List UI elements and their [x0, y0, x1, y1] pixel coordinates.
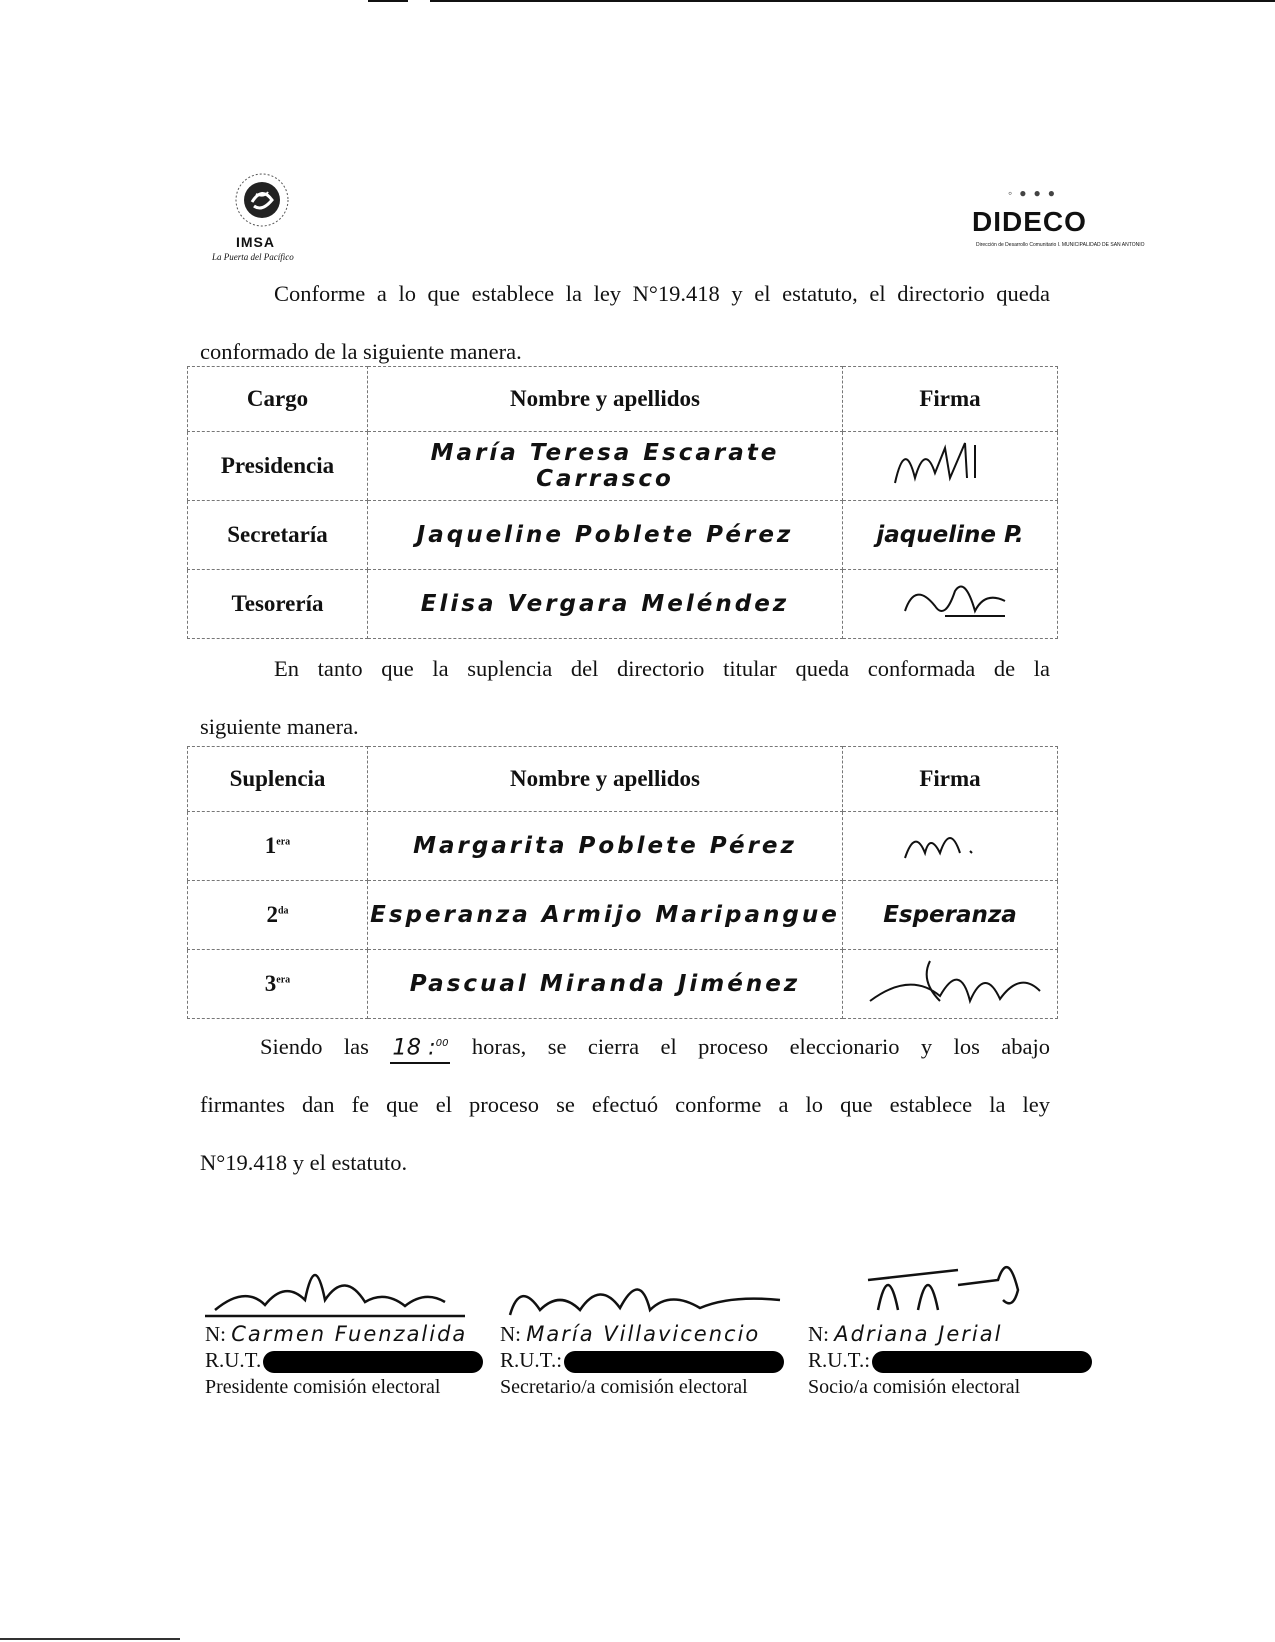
signatory-name: Carmen Fuenzalida — [231, 1322, 468, 1346]
name-cell: Pascual Miranda Jiménez — [368, 950, 843, 1019]
top-dash-rule — [368, 0, 408, 2]
signature-cell — [843, 570, 1058, 639]
redaction-bar — [564, 1351, 784, 1373]
signature-scrawl — [875, 571, 1025, 631]
minutes-value: 00 — [435, 1037, 449, 1049]
bottom-rule — [0, 1638, 180, 1640]
dideco-logo — [968, 186, 1145, 266]
closing-line-1 — [200, 1018, 1050, 1076]
ordinal-number: 1 — [264, 833, 277, 858]
table-row — [188, 570, 1058, 639]
imsa-tagline: La Puerta del Pacífico — [212, 252, 294, 262]
rut-row — [808, 1348, 1092, 1373]
ordinal-suffix: era — [276, 836, 291, 848]
table-header-row — [188, 747, 1058, 812]
signature-cell — [843, 950, 1058, 1019]
role-caption: Socio/a comisión electoral — [808, 1376, 1021, 1398]
suplencia-table — [187, 746, 1058, 1019]
suplencia-line-1: En tanto que la suplencia del directorio titular queda conformada de la — [274, 656, 1050, 681]
titular-table — [187, 366, 1058, 639]
n-label: N: — [205, 1322, 226, 1346]
closing-pre: Siendo las — [260, 1034, 369, 1059]
top-rule — [430, 0, 1275, 2]
cargo-cell: Presidencia — [188, 432, 368, 501]
intro-line-2: conformado de la siguiente manera. — [200, 339, 522, 364]
name-cell: Elisa Vergara Meléndez — [368, 570, 843, 639]
closing-hour — [390, 1029, 450, 1065]
imsa-wordmark: IMSA — [236, 234, 275, 250]
ordinal-suffix: da — [277, 905, 289, 917]
n-label: N: — [500, 1322, 521, 1346]
dots-icon: ◦ ● ● ● — [1008, 186, 1057, 200]
cargo-cell: Secretaría — [188, 501, 368, 570]
signatory-socio — [808, 1240, 1108, 1400]
name-row — [500, 1322, 760, 1347]
rut-row — [205, 1348, 483, 1373]
table-row — [188, 501, 1058, 570]
ordinal-suffix: era — [276, 974, 291, 986]
signature-scrawl — [808, 1240, 1108, 1320]
suplencia-paragraph — [200, 640, 1050, 756]
name-row — [808, 1322, 1002, 1347]
redaction-bar — [263, 1351, 483, 1373]
n-label: N: — [808, 1322, 829, 1346]
closing-line-2: firmantes dan fe que el proceso se efectuó conforme a lo que establece la ley — [200, 1092, 1050, 1117]
intro-line-1: Conforme a lo que establece la ley N°19.418 y el estatuto, el directorio queda — [274, 281, 1050, 306]
role-caption: Secretario/a comisión electoral — [500, 1376, 748, 1398]
table-row — [188, 881, 1058, 950]
signatory-secretario — [500, 1240, 800, 1400]
ordinal-number: 2 — [266, 902, 278, 927]
imsa-seal-icon — [234, 172, 290, 228]
name-cell: María Teresa Escarate Carrasco — [368, 432, 843, 501]
intro-paragraph — [200, 265, 1050, 381]
suplencia-number-cell — [188, 881, 368, 950]
signature-scrawl — [875, 813, 1025, 873]
header-firma: Firma — [843, 367, 1058, 432]
signatory-presidente — [205, 1240, 505, 1400]
table-row — [188, 950, 1058, 1019]
table-row — [188, 812, 1058, 881]
suplencia-number-cell — [188, 812, 368, 881]
imsa-logo — [212, 168, 312, 268]
suplencia-line-2: siguiente manera. — [200, 714, 359, 739]
header-nombre: Nombre y apellidos — [368, 367, 843, 432]
dideco-subtitle: Dirección de Desarrollo Comunitario I. MUNICIPALIDAD DE SAN ANTONIO — [976, 242, 1145, 248]
signature-scrawl — [500, 1240, 800, 1320]
name-row — [205, 1322, 467, 1347]
signature-scrawl — [205, 1240, 505, 1320]
name-cell: Jaqueline Poblete Pérez — [368, 501, 843, 570]
signature-cell: jaqueline P. — [843, 501, 1058, 570]
hour-value: 18 : — [392, 1034, 436, 1060]
name-cell: Esperanza Armijo Maripangue — [368, 881, 843, 950]
signatory-name: Adriana Jerial — [834, 1322, 1003, 1346]
signatory-name: María Villavicencio — [526, 1322, 761, 1346]
closing-paragraph — [200, 1018, 1050, 1192]
signature-cell — [843, 432, 1058, 501]
header-firma: Firma — [843, 747, 1058, 812]
role-caption: Presidente comisión electoral — [205, 1376, 441, 1398]
redaction-bar — [872, 1351, 1092, 1373]
table-header-row — [188, 367, 1058, 432]
rut-row — [500, 1348, 784, 1373]
cargo-cell: Tesorería — [188, 570, 368, 639]
rut-label: R.U.T.: — [808, 1348, 871, 1372]
signature-cell: Esperanza — [843, 881, 1058, 950]
header-cargo: Cargo — [188, 367, 368, 432]
rut-label: R.U.T. — [205, 1348, 262, 1372]
suplencia-number-cell — [188, 950, 368, 1019]
name-cell: Margarita Poblete Pérez — [368, 812, 843, 881]
signature-cell — [843, 812, 1058, 881]
closing-post: horas, se cierra el proceso eleccionario y los abajo — [471, 1034, 1051, 1059]
signature-scrawl — [850, 951, 1050, 1011]
header-nombre: Nombre y apellidos — [368, 747, 843, 812]
closing-line-3: N°19.418 y el estatuto. — [200, 1150, 408, 1175]
table-row — [188, 432, 1058, 501]
signature-scrawl — [875, 433, 1025, 493]
dideco-wordmark: DIDECO — [972, 206, 1087, 237]
ordinal-number: 3 — [264, 971, 277, 996]
header-suplencia: Suplencia — [188, 747, 368, 812]
rut-label: R.U.T.: — [500, 1348, 563, 1372]
